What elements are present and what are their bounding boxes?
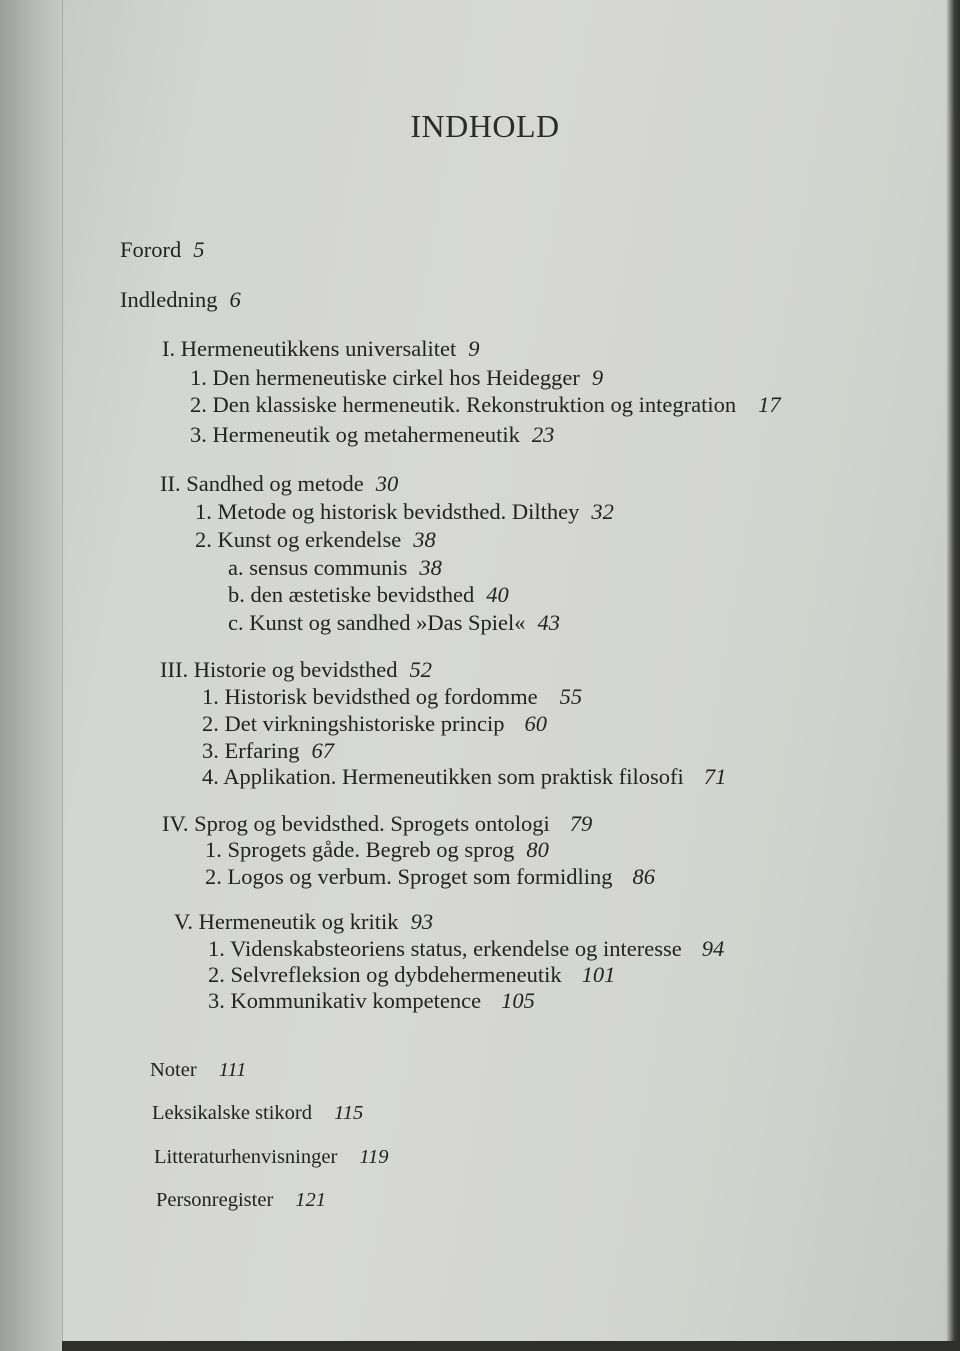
toc-backmatter — [154, 1147, 389, 1168]
toc-section — [190, 424, 554, 447]
toc-label: I. Hermeneutikkens universalitet — [162, 336, 457, 361]
toc-page-number: 101 — [581, 962, 616, 987]
toc-page-number: 67 — [311, 738, 334, 763]
toc-section — [205, 866, 655, 889]
toc-page-number: 6 — [229, 287, 241, 312]
toc-page-number: 38 — [419, 555, 442, 580]
toc-chapter — [162, 338, 480, 361]
toc-chapter — [160, 473, 398, 496]
toc-label: 1. Sprogets gåde. Begreb og sprog — [205, 837, 515, 862]
toc-page-number: 105 — [501, 988, 535, 1013]
toc-page-number: 30 — [375, 471, 399, 496]
toc-section — [202, 686, 582, 709]
toc-label: 3. Hermeneutik og metahermeneutik — [190, 422, 520, 447]
toc-label: 1. Historisk bevidsthed og fordomme — [202, 684, 538, 709]
toc-backmatter — [150, 1060, 246, 1081]
toc-page-number: 71 — [703, 764, 727, 789]
toc-subsection — [228, 584, 509, 607]
toc-label: 2. Det virkningshistoriske princip — [202, 711, 505, 736]
toc-page-number: 52 — [409, 657, 432, 682]
page-bottom-edge — [62, 1341, 960, 1351]
toc-label: a. sensus communis — [228, 555, 408, 580]
toc-section — [208, 964, 615, 987]
toc-page-number: 5 — [193, 237, 205, 262]
toc-backmatter — [152, 1103, 363, 1124]
page-edge-shadow — [946, 0, 960, 1351]
toc-page-number: 17 — [758, 392, 781, 417]
toc-page-number: 43 — [537, 610, 560, 635]
toc-section — [190, 367, 603, 390]
toc-page-number: 60 — [524, 711, 547, 736]
toc-backmatter — [156, 1190, 326, 1211]
toc-page-number: 115 — [334, 1102, 364, 1124]
toc-label: 3. Erfaring — [202, 738, 300, 763]
toc-page-number: 38 — [413, 527, 436, 552]
toc-section — [195, 501, 614, 524]
toc-label: IV. Sprog og bevidsthed. Sprogets ontologi — [162, 811, 550, 836]
toc-label: 4. Applikation. Hermeneutikken som praktisk filosofi — [202, 764, 684, 789]
toc-section — [190, 394, 781, 417]
toc-page-number: 119 — [359, 1146, 389, 1168]
toc-subsection — [228, 612, 560, 635]
toc-label: II. Sandhed og metode — [160, 471, 364, 496]
toc-label: Indledning — [120, 287, 218, 312]
toc-label: c. Kunst og sandhed »Das Spiel« — [228, 610, 526, 635]
toc-section — [208, 990, 535, 1013]
toc-page-number: 23 — [531, 422, 555, 447]
toc-page-number: 55 — [559, 684, 583, 709]
toc-label: b. den æstetiske bevidsthed — [228, 582, 475, 607]
toc-page-number: 40 — [486, 582, 509, 607]
toc-label: 2. Logos og verbum. Sproget som formidling — [205, 864, 613, 889]
toc-page-number: 79 — [569, 811, 593, 836]
toc-label: 1. Den hermeneutiske cirkel hos Heidegger — [190, 365, 580, 390]
toc-entry — [120, 239, 205, 262]
toc-page-number: 94 — [701, 936, 725, 961]
toc-label: III. Historie og bevidsthed — [160, 657, 398, 682]
page-title: INDHOLD — [410, 108, 560, 144]
toc-label: 2. Den klassiske hermeneutik. Rekonstruktion og integration — [190, 392, 737, 417]
toc-label: 1. Metode og historisk bevidsthed. Dilthey — [195, 499, 580, 524]
toc-label: 3. Kommunikativ kompetence — [208, 988, 482, 1013]
toc-section — [195, 529, 436, 552]
toc-label: Forord — [120, 237, 182, 262]
toc-chapter — [162, 813, 592, 836]
toc-label: Leksikalske stikord — [152, 1102, 312, 1124]
toc-chapter — [160, 659, 432, 682]
toc-page-number: 121 — [295, 1189, 327, 1211]
toc-section — [202, 713, 547, 736]
toc-section — [202, 740, 334, 763]
toc-label: 1. Videnskabsteoriens status, erkendelse og interesse — [208, 936, 682, 961]
toc-page-number: 93 — [410, 909, 434, 934]
toc-chapter — [174, 911, 433, 934]
toc-label: Litteraturhenvisninger — [154, 1146, 338, 1168]
toc-label: Personregister — [156, 1189, 274, 1211]
toc-section — [208, 938, 724, 961]
toc-page-number: 32 — [591, 499, 614, 524]
toc-label: V. Hermeneutik og kritik — [174, 909, 399, 934]
toc-entry — [120, 289, 241, 312]
toc-label: 2. Selvrefleksion og dybdehermeneutik — [208, 962, 562, 987]
toc-label: Noter — [150, 1059, 197, 1081]
toc-subsection — [228, 557, 442, 580]
page-gutter — [0, 0, 63, 1351]
toc-page-number: 9 — [468, 336, 480, 361]
toc-section — [205, 839, 549, 862]
toc-section — [202, 766, 726, 789]
toc-page-number: 80 — [526, 837, 549, 862]
toc-label: 2. Kunst og erkendelse — [195, 527, 402, 552]
toc-page-number: 111 — [218, 1059, 247, 1081]
toc-page-number: 9 — [591, 365, 604, 390]
toc-page-number: 86 — [632, 864, 655, 889]
